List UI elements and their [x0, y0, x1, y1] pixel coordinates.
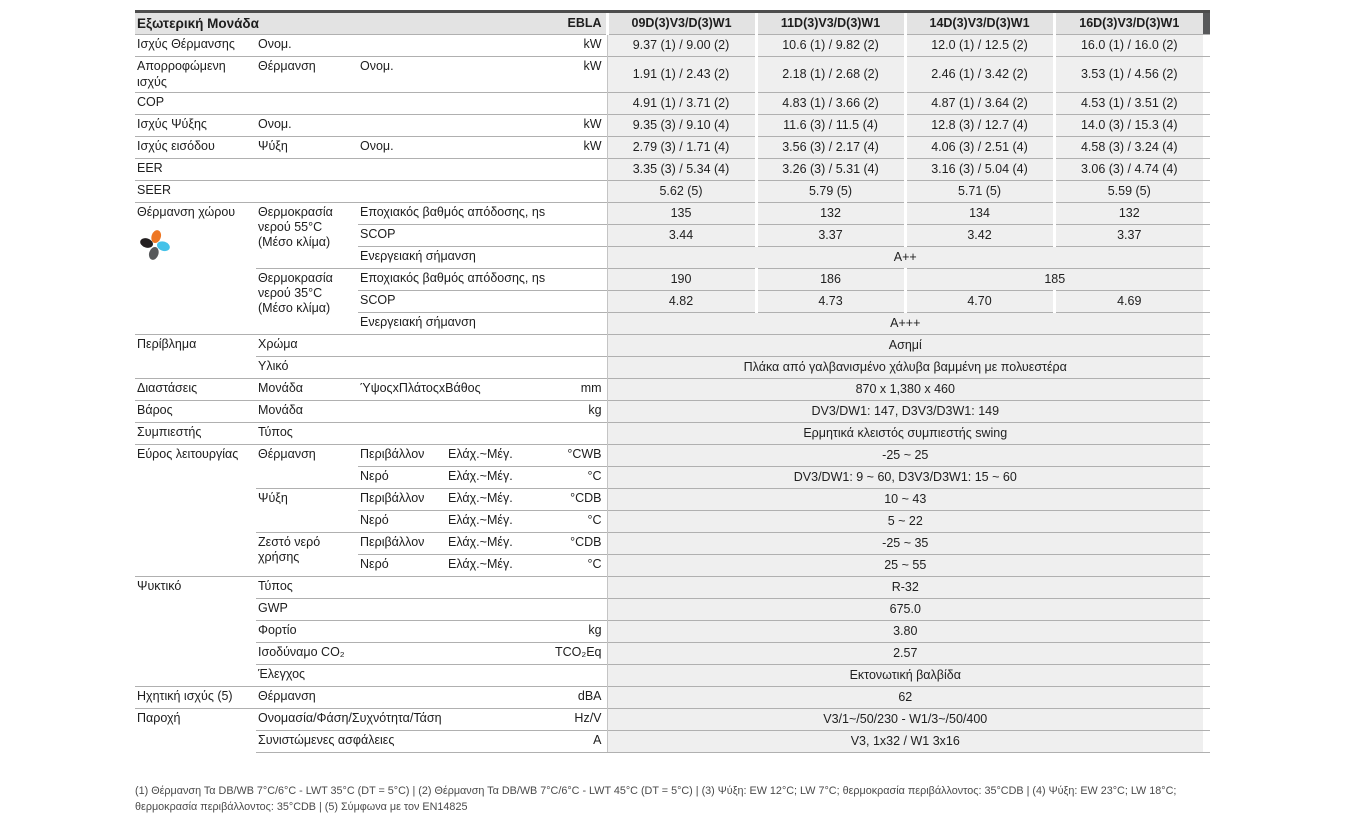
spec-value-cell: 5.71 (5) — [905, 180, 1054, 202]
spec-label-cell — [256, 136, 358, 158]
label-text: Θέρμανση — [258, 446, 316, 461]
label-text: Ελάχ.~Μέγ. — [448, 468, 513, 483]
table-right-margin — [1203, 730, 1210, 752]
label-text: °C — [587, 512, 602, 527]
spec-value-cell: 3.53 (1) / 4.56 (2) — [1054, 57, 1203, 93]
spec-table-body — [135, 35, 1210, 753]
spec-label-cell — [358, 268, 607, 290]
spec-value-cell: -25 ~ 35 — [607, 532, 1203, 554]
spec-value-cell: 186 — [756, 268, 905, 290]
table-right-margin — [1203, 290, 1210, 312]
spec-label-cell — [358, 136, 530, 158]
spec-value-cell: A++ — [607, 246, 1203, 268]
label-text: Διαστάσεις — [137, 380, 198, 395]
spec-label-cell — [446, 466, 530, 488]
table-right-margin — [1203, 114, 1210, 136]
spec-label-cell — [256, 400, 530, 422]
table-right-margin — [1203, 356, 1210, 378]
spec-label-cell — [135, 180, 607, 202]
unit-cell — [530, 136, 607, 158]
label-text: Νερό — [360, 468, 389, 483]
spec-label-cell — [135, 686, 256, 708]
spec-value-cell: 190 — [607, 268, 756, 290]
label-text: Ονομ. — [258, 116, 292, 131]
spec-label-cell — [256, 576, 607, 598]
spec-value-cell: 2.18 (1) / 2.68 (2) — [756, 57, 905, 93]
label-text: COP — [137, 94, 165, 109]
spec-value-cell: 4.82 — [607, 290, 756, 312]
spec-label-cell — [256, 598, 607, 620]
label-text: kg — [588, 402, 602, 417]
spec-label-cell — [358, 466, 446, 488]
label-text: Ηχητική ισχύς (5) — [137, 688, 233, 703]
unit-cell — [530, 444, 607, 466]
label-text: Βάρος — [137, 402, 173, 417]
spec-label-cell — [446, 554, 530, 576]
spec-value-cell: 5.59 (5) — [1054, 180, 1203, 202]
spec-value-cell: 5.79 (5) — [756, 180, 905, 202]
label-text: Τύπος — [258, 424, 293, 439]
table-right-margin — [1203, 246, 1210, 268]
label-text: Περιβάλλον — [360, 490, 425, 505]
spec-value-cell: 132 — [1054, 202, 1203, 224]
unit-cell — [530, 488, 607, 510]
label-text: Θέρμανση χώρου — [137, 204, 236, 219]
spec-row — [135, 202, 1210, 224]
spec-label-cell — [256, 620, 530, 642]
spec-value-cell: 4.83 (1) / 3.66 (2) — [756, 92, 905, 114]
table-right-margin — [1203, 532, 1210, 554]
label-text: mm — [580, 380, 602, 395]
label-text: EER — [137, 160, 163, 175]
table-right-margin — [1203, 158, 1210, 180]
spec-value-cell: 3.56 (3) / 2.17 (4) — [756, 136, 905, 158]
spec-label-cell — [135, 114, 256, 136]
unit-cell — [530, 114, 607, 136]
label-text: °CDB — [570, 534, 602, 549]
label-text: Παροχή — [137, 710, 181, 725]
spec-value-cell: 10.6 (1) / 9.82 (2) — [756, 35, 905, 57]
unit-cell — [530, 642, 607, 664]
spec-label-cell — [256, 114, 530, 136]
table-right-margin — [1203, 642, 1210, 664]
label-text: Ζεστό νερό χρήσης — [258, 534, 321, 565]
spec-value-cell: -25 ~ 25 — [607, 444, 1203, 466]
label-text: dBA — [577, 688, 602, 703]
label-text: Θερμοκρασία νερού 55°C (Μέσο κλίμα) — [258, 204, 333, 250]
spec-value-cell: 3.35 (3) / 5.34 (4) — [607, 158, 756, 180]
unit-cell — [530, 57, 607, 93]
spec-label-cell — [135, 158, 607, 180]
spec-row — [135, 57, 1210, 93]
unit-cell — [530, 378, 607, 400]
spec-value-cell: Ασημί — [607, 334, 1203, 356]
spec-label-cell — [358, 554, 446, 576]
spec-label-cell — [256, 686, 530, 708]
model-column-header: 09D(3)V3/D(3)W1 — [607, 12, 756, 35]
label-text: Ελάχ.~Μέγ. — [448, 512, 513, 527]
space-heating-flower-icon — [139, 229, 171, 261]
spec-value-cell: 12.0 (1) / 12.5 (2) — [905, 35, 1054, 57]
spec-value-cell: 3.44 — [607, 224, 756, 246]
spec-value-cell: 3.26 (3) / 5.31 (4) — [756, 158, 905, 180]
spec-value-cell: 9.37 (1) / 9.00 (2) — [607, 35, 756, 57]
spec-label-cell — [135, 444, 256, 576]
table-right-margin — [1203, 92, 1210, 114]
spec-label-cell — [256, 730, 530, 752]
label-text: °CWB — [567, 446, 602, 461]
spec-value-cell: 2.46 (1) / 3.42 (2) — [905, 57, 1054, 93]
table-right-margin — [1203, 180, 1210, 202]
table-right-margin — [1203, 444, 1210, 466]
label-text: Συμπιεστής — [137, 424, 202, 439]
spec-row — [135, 378, 1210, 400]
table-right-margin — [1203, 708, 1210, 730]
spec-value-cell: 4.70 — [905, 290, 1054, 312]
label-text: kW — [583, 116, 602, 131]
spec-label-cell — [135, 334, 256, 378]
spec-value-cell: 3.16 (3) / 5.04 (4) — [905, 158, 1054, 180]
spec-label-cell — [256, 334, 607, 356]
spec-value-cell: 5.62 (5) — [607, 180, 756, 202]
label-text: Υλικό — [258, 358, 289, 373]
spec-value-cell: 1.91 (1) / 2.43 (2) — [607, 57, 756, 93]
spec-label-cell — [256, 664, 607, 686]
table-right-margin — [1203, 334, 1210, 356]
label-text: Ψύξη — [258, 490, 288, 505]
spec-label-cell — [256, 202, 358, 268]
table-right-margin — [1203, 466, 1210, 488]
spec-label-cell — [446, 510, 530, 532]
label-text: Νερό — [360, 556, 389, 571]
label-text: °C — [587, 556, 602, 571]
label-text: kW — [583, 138, 602, 153]
label-text: Ονομ. — [360, 138, 394, 153]
unit-cell — [530, 708, 607, 730]
spec-row — [135, 532, 1210, 554]
label-text: TCO₂Eq — [554, 644, 602, 659]
spec-label-cell — [446, 444, 530, 466]
table-right-margin — [1203, 576, 1210, 598]
spec-value-cell: V3/1~/50/230 - W1/3~/50/400 — [607, 708, 1203, 730]
spec-label-cell — [358, 444, 446, 466]
table-right-margin — [1203, 554, 1210, 576]
table-right-margin — [1203, 488, 1210, 510]
spec-value-cell: 4.06 (3) / 2.51 (4) — [905, 136, 1054, 158]
label-text: Ισχύς εισόδου — [137, 138, 215, 153]
spec-value-cell: 12.8 (3) / 12.7 (4) — [905, 114, 1054, 136]
label-text: Ισοδύναμο CO₂ — [258, 644, 345, 659]
label-text: Εποχιακός βαθμός απόδοσης, ηs — [360, 270, 546, 285]
spec-row — [135, 334, 1210, 356]
spec-value-cell: DV3/DW1: 9 ~ 60, D3V3/D3W1: 15 ~ 60 — [607, 466, 1203, 488]
label-text: GWP — [258, 600, 288, 615]
spec-label-cell — [358, 246, 607, 268]
unit-cell — [530, 510, 607, 532]
spec-row — [135, 268, 1210, 290]
label-text: Ψύξη — [258, 138, 288, 153]
spec-row — [135, 664, 1210, 686]
spec-value-cell: Ερμητικά κλειστός συμπιεστής swing — [607, 422, 1203, 444]
spec-label-cell — [256, 268, 358, 334]
spec-value-cell: 132 — [756, 202, 905, 224]
table-right-margin — [1203, 686, 1210, 708]
label-text: kW — [583, 59, 602, 74]
label-text: SCOP — [360, 226, 396, 241]
spec-label-cell — [358, 378, 530, 400]
spec-label-cell — [256, 422, 607, 444]
table-right-margin — [1203, 136, 1210, 158]
spec-value-cell: Πλάκα από γαλβανισμένο χάλυβα βαμμένη με πολυεστέρα — [607, 356, 1203, 378]
label-text: Ελάχ.~Μέγ. — [448, 556, 513, 571]
spec-label-cell — [135, 422, 256, 444]
table-right-margin — [1203, 620, 1210, 642]
spec-value-cell: 25 ~ 55 — [607, 554, 1203, 576]
spec-value-cell: R-32 — [607, 576, 1203, 598]
spec-label-cell — [135, 35, 256, 57]
spec-label-cell — [256, 35, 530, 57]
spec-label-cell — [358, 57, 530, 93]
spec-label-cell — [135, 576, 256, 686]
label-text: Εύρος λειτουργίας — [137, 446, 239, 461]
spec-row — [135, 686, 1210, 708]
label-text: Ψυκτικό — [137, 578, 182, 593]
table-right-margin — [1203, 268, 1210, 290]
label-text: Ενεργειακή σήμανση — [360, 248, 476, 263]
label-text: Hz/V — [574, 710, 602, 725]
spec-label-cell — [358, 488, 446, 510]
spec-row — [135, 642, 1210, 664]
label-text: Συνιστώμενες ασφάλειες — [258, 732, 395, 747]
spec-row — [135, 576, 1210, 598]
label-text: Θέρμανση — [258, 59, 316, 74]
spec-value-cell: 4.87 (1) / 3.64 (2) — [905, 92, 1054, 114]
spec-label-cell — [256, 532, 358, 576]
table-right-margin — [1203, 312, 1210, 334]
table-right-margin — [1203, 510, 1210, 532]
spec-table — [135, 10, 1210, 753]
unit-cell — [530, 35, 607, 57]
label-text: Εποχιακός βαθμός απόδοσης, ηs — [360, 204, 546, 219]
spec-label-cell — [135, 92, 607, 114]
spec-value-cell: 3.42 — [905, 224, 1054, 246]
spec-label-cell — [135, 202, 256, 334]
spec-row — [135, 708, 1210, 730]
spec-label-cell — [135, 57, 256, 93]
spec-value-cell: 4.58 (3) / 3.24 (4) — [1054, 136, 1203, 158]
label-text: SCOP — [360, 292, 396, 307]
label-text: Περιβάλλον — [360, 446, 425, 461]
spec-label-cell — [446, 488, 530, 510]
label-text: Ισχύς Θέρμανσης — [137, 37, 235, 52]
table-right-margin — [1203, 202, 1210, 224]
label-text: Τύπος — [258, 578, 293, 593]
spec-value-cell: 5 ~ 22 — [607, 510, 1203, 532]
spec-label-cell — [358, 290, 607, 312]
spec-row — [135, 444, 1210, 466]
spec-value-cell: 4.69 — [1054, 290, 1203, 312]
label-text: Ονομασία/Φάση/Συχνότητα/Τάση — [258, 710, 442, 725]
spec-value-cell: 3.80 — [607, 620, 1203, 642]
label-text: Ονομ. — [258, 37, 292, 52]
label-text: Απορροφώμενη ισχύς — [137, 59, 226, 89]
label-text: ΎψοςxΠλάτοςxΒάθος — [360, 380, 481, 395]
spec-row — [135, 356, 1210, 378]
spec-value-cell: 11.6 (3) / 11.5 (4) — [756, 114, 905, 136]
spec-value-cell: 62 — [607, 686, 1203, 708]
spec-row — [135, 92, 1210, 114]
label-text: Μονάδα — [258, 402, 304, 417]
label-text: Νερό — [360, 512, 389, 527]
spec-label-cell — [358, 532, 446, 554]
label-text: Μονάδα — [258, 380, 304, 395]
spec-row — [135, 730, 1210, 752]
spec-label-cell — [256, 57, 358, 93]
spec-row — [135, 422, 1210, 444]
label-text: Περιβάλλον — [360, 534, 425, 549]
spec-value-cell: 185 — [905, 268, 1203, 290]
model-column-header: 16D(3)V3/D(3)W1 — [1054, 12, 1203, 35]
spec-value-cell: 10 ~ 43 — [607, 488, 1203, 510]
spec-label-cell — [358, 224, 607, 246]
spec-value-cell: 3.37 — [1054, 224, 1203, 246]
spec-value-cell: V3, 1x32 / W1 3x16 — [607, 730, 1203, 752]
unit-cell — [530, 730, 607, 752]
spec-value-cell: 2.79 (3) / 1.71 (4) — [607, 136, 756, 158]
series-name: EBLA — [530, 12, 607, 35]
label-text: Περίβλημα — [137, 336, 197, 351]
table-header-row — [135, 12, 1210, 35]
spec-row — [135, 598, 1210, 620]
spec-value-cell: 4.91 (1) / 3.71 (2) — [607, 92, 756, 114]
page-edge-marker — [1203, 12, 1210, 35]
spec-value-cell: 134 — [905, 202, 1054, 224]
spec-value-cell: Εκτονωτική βαλβίδα — [607, 664, 1203, 686]
spec-label-cell — [256, 488, 358, 532]
label-text: Χρώμα — [258, 336, 298, 351]
unit-cell — [530, 400, 607, 422]
unit-cell — [530, 620, 607, 642]
table-right-margin — [1203, 378, 1210, 400]
footnote: (1) Θέρμανση Τα DB/WB 7°C/6°C - LWT 35°C (DT = 5°C) | (2) Θέρμανση Τα DB/WB 7°C/6°C - LWT 45°C (DT = 5°C) | (3) Ψύξη: EW 12°C; LW 7°C; θερμοκρασία περιβάλλοντος: 35°CDB | (4) Ψύξη: EW 23°C; LW 18°C; θερμοκρασία περιβάλλοντος: 35°CDB | (5) Σύμφωνα με τον EN14825 — [135, 784, 1177, 814]
spec-value-cell: 9.35 (3) / 9.10 (4) — [607, 114, 756, 136]
label-text: Ισχύς Ψύξης — [137, 116, 207, 131]
table-right-margin — [1203, 598, 1210, 620]
table-right-margin — [1203, 57, 1210, 93]
label-text: Ελάχ.~Μέγ. — [448, 534, 513, 549]
spec-value-cell: 3.37 — [756, 224, 905, 246]
spec-label-cell — [256, 356, 607, 378]
spec-label-cell — [135, 708, 256, 752]
label-text: kg — [588, 622, 602, 637]
spec-row — [135, 136, 1210, 158]
spec-value-cell: A+++ — [607, 312, 1203, 334]
spec-value-cell: DV3/DW1: 147, D3V3/D3W1: 149 — [607, 400, 1203, 422]
spec-row — [135, 400, 1210, 422]
spec-label-cell — [358, 202, 607, 224]
label-text: °CDB — [570, 490, 602, 505]
spec-value-cell: 3.06 (3) / 4.74 (4) — [1054, 158, 1203, 180]
spec-row — [135, 114, 1210, 136]
label-text: °C — [587, 468, 602, 483]
spec-row — [135, 158, 1210, 180]
label-text: Ελάχ.~Μέγ. — [448, 446, 513, 461]
spec-value-cell: 675.0 — [607, 598, 1203, 620]
spec-value-cell: 2.57 — [607, 642, 1203, 664]
label-text: Ενεργειακή σήμανση — [360, 314, 476, 329]
spec-value-cell: 14.0 (3) / 15.3 (4) — [1054, 114, 1203, 136]
label-text: Έλεγχος — [258, 666, 306, 681]
label-text: Θέρμανση — [258, 688, 316, 703]
table-right-margin — [1203, 35, 1210, 57]
unit-cell — [530, 686, 607, 708]
spec-label-cell — [358, 312, 607, 334]
spec-row — [135, 35, 1210, 57]
spec-label-cell — [256, 444, 358, 488]
spec-value-cell: 4.53 (1) / 3.51 (2) — [1054, 92, 1203, 114]
label-text: kW — [583, 37, 602, 52]
table-right-margin — [1203, 664, 1210, 686]
label-text: SEER — [137, 182, 172, 197]
spec-value-cell: 16.0 (1) / 16.0 (2) — [1054, 35, 1203, 57]
label-text: Φορτίο — [258, 622, 297, 637]
spec-label-cell — [135, 378, 256, 400]
model-column-header: 14D(3)V3/D(3)W1 — [905, 12, 1054, 35]
unit-cell — [530, 554, 607, 576]
spec-row — [135, 620, 1210, 642]
table-right-margin — [1203, 224, 1210, 246]
spec-label-cell — [446, 532, 530, 554]
spec-label-cell — [135, 400, 256, 422]
label-text: A — [593, 732, 602, 747]
label-text: Ονομ. — [360, 59, 394, 74]
unit-cell — [530, 532, 607, 554]
spec-value-cell: 4.73 — [756, 290, 905, 312]
model-column-header: 11D(3)V3/D(3)W1 — [756, 12, 905, 35]
spec-label-cell — [135, 136, 256, 158]
spec-label-cell — [358, 510, 446, 532]
spec-label-cell — [256, 642, 530, 664]
table-title: Εξωτερική Μονάδα — [135, 12, 530, 35]
unit-cell — [530, 466, 607, 488]
spec-label-cell — [256, 708, 530, 730]
spec-label-cell — [256, 378, 358, 400]
spec-row — [135, 180, 1210, 202]
spec-row — [135, 488, 1210, 510]
label-text: Ελάχ.~Μέγ. — [448, 490, 513, 505]
label-text: Θερμοκρασία νερού 35°C (Μέσο κλίμα) — [258, 270, 333, 316]
spec-value-cell: 135 — [607, 202, 756, 224]
table-right-margin — [1203, 422, 1210, 444]
table-right-margin — [1203, 400, 1210, 422]
spec-value-cell: 870 x 1,380 x 460 — [607, 378, 1203, 400]
